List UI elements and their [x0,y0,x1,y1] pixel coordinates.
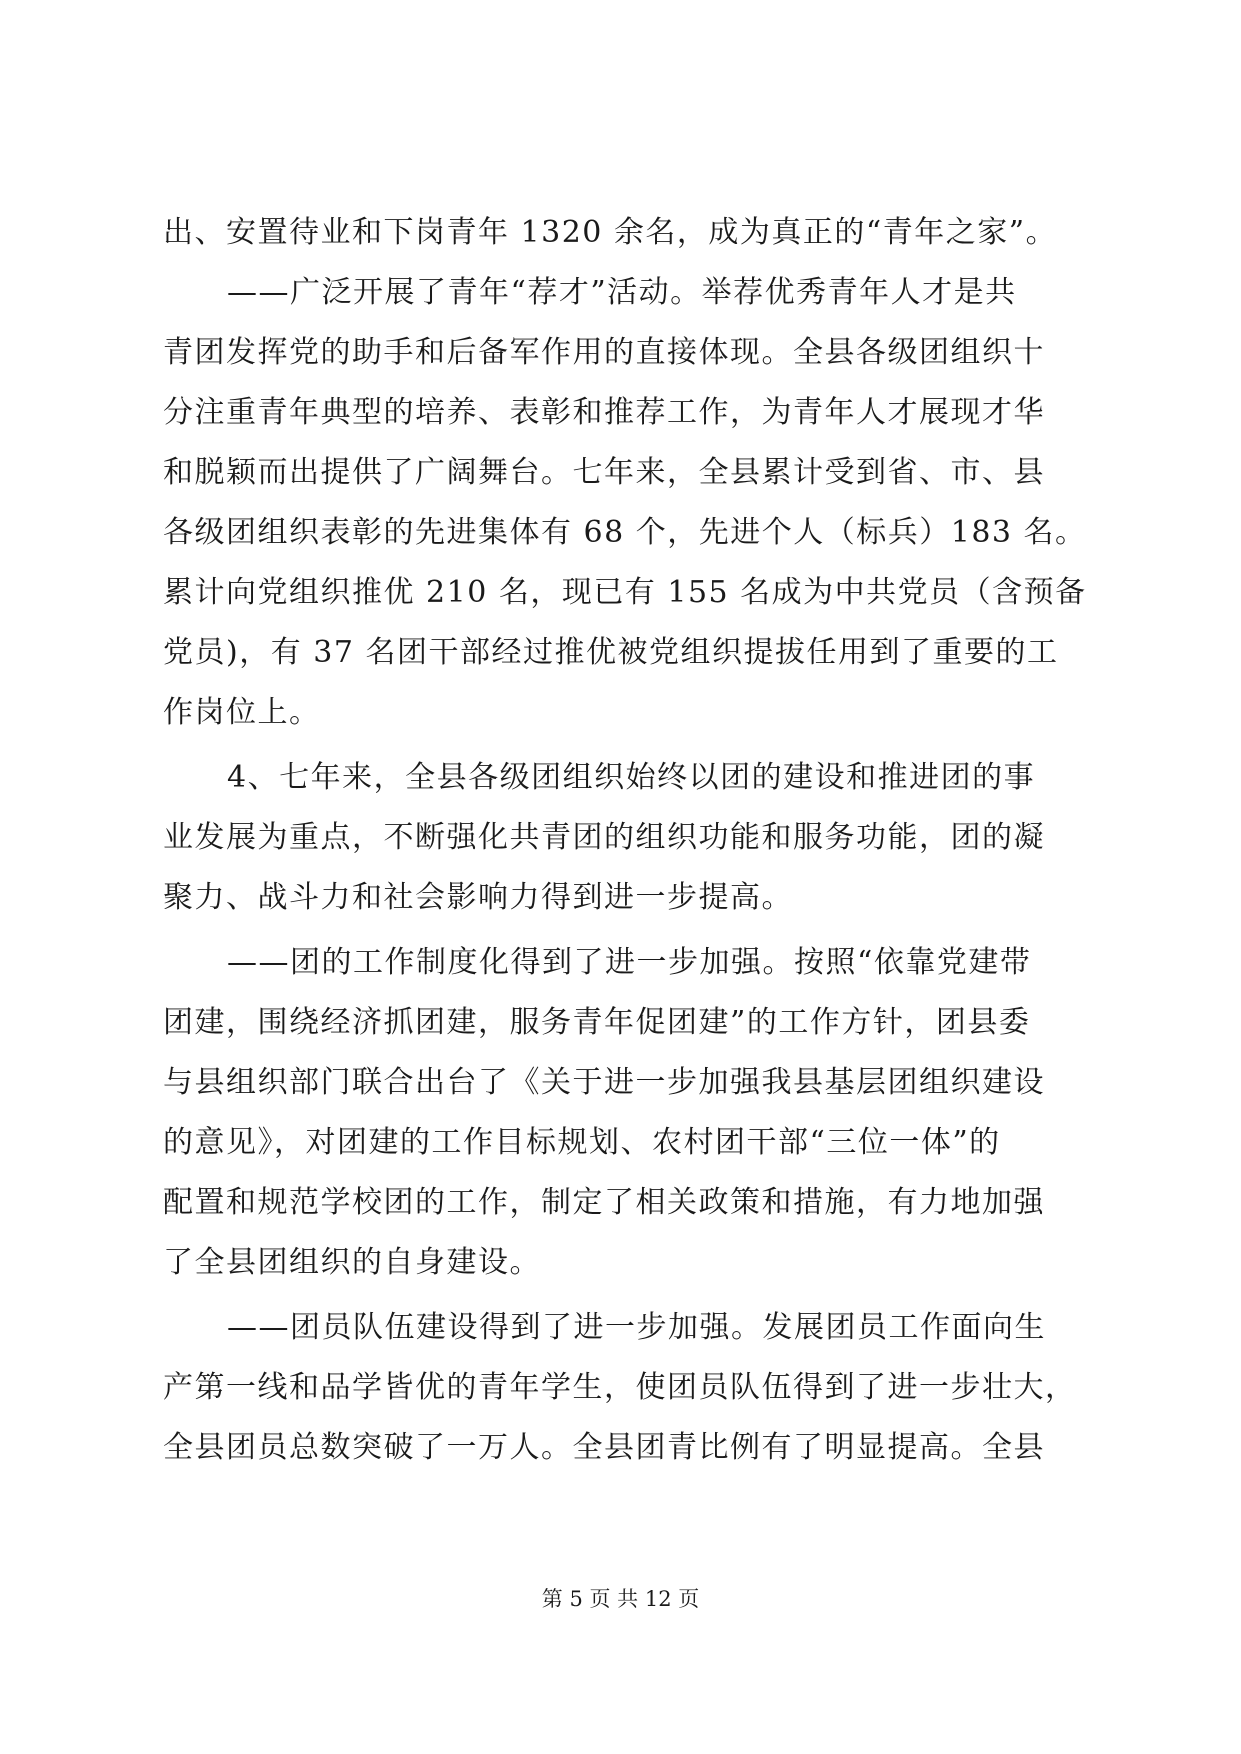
text-line [0,1053,1241,1113]
line-text: 党员)，有 37 名团干部经过推优被党组织提拔任用到了重要的工 [163,635,1059,670]
text-line [0,323,1241,383]
line-text: 聚力、战斗力和社会影响力得到进一步提高。 [163,880,793,915]
line-text: 产第一线和品学皆优的青年学生，使团员队伍得到了进一步壮大， [163,1370,1077,1405]
line-text: 青团发挥党的助手和后备军作用的直接体现。全县各级团组织十 [163,335,1045,370]
text-line [0,263,1241,323]
line-text: 出、安置待业和下岗青年 1320 余名，成为真正的“青年之家”。 [163,215,1058,250]
line-text: 4、七年来，全县各级团组织始终以团的建设和推进团的事 [227,760,1036,795]
line-text: 团建，围绕经济抓团建，服务青年促团建”的工作方针，团县委 [163,1005,1031,1040]
text-line [0,1298,1241,1358]
line-text: 作岗位上。 [163,695,321,730]
text-line [0,623,1241,683]
line-text: 了全县团组织的自身建设。 [163,1245,541,1280]
line-text: ——团员队伍建设得到了进一步加强。发展团员工作面向生 [227,1310,1046,1345]
line-text: 各级团组织表彰的先进集体有 68 个，先进个人（标兵）183 名。 [163,515,1087,550]
text-line [0,1358,1241,1418]
page-number-label: 第 5 页 共 12 页 [541,1587,700,1611]
text-line [0,563,1241,623]
line-text: 配置和规范学校团的工作，制定了相关政策和措施，有力地加强 [163,1185,1045,1220]
text-line [0,1113,1241,1173]
text-line [0,1418,1241,1478]
text-line [0,993,1241,1053]
text-line [0,203,1241,263]
text-line [0,383,1241,443]
line-text: 与县组织部门联合出台了《关于进一步加强我县基层团组织建设 [163,1065,1045,1100]
text-line [0,503,1241,563]
text-line [0,808,1241,868]
line-text: 全县团员总数突破了一万人。全县团青比例有了明显提高。全县 [163,1430,1045,1465]
line-text: ——广泛开展了青年“荐才”活动。举荐优秀青年人才是共 [227,275,1017,310]
text-line [0,933,1241,993]
line-text: 分注重青年典型的培养、表彰和推荐工作，为青年人才展现才华 [163,395,1045,430]
line-text: 和脱颖而出提供了广阔舞台。七年来，全县累计受到省、市、县 [163,455,1045,490]
line-text: 业发展为重点，不断强化共青团的组织功能和服务功能，团的凝 [163,820,1045,855]
text-line [0,868,1241,928]
text-line [0,748,1241,808]
text-line [0,1173,1241,1233]
page-footer [0,1584,1241,1614]
text-line [0,683,1241,743]
text-line [0,1233,1241,1293]
line-text: 累计向党组织推优 210 名，现已有 155 名成为中共党员（含预备 [163,575,1087,610]
line-text: ——团的工作制度化得到了进一步加强。按照“依靠党建带 [227,945,1032,980]
line-text: 的意见》，对团建的工作目标规划、农村团干部“三位一体”的 [163,1125,1001,1160]
text-line [0,443,1241,503]
